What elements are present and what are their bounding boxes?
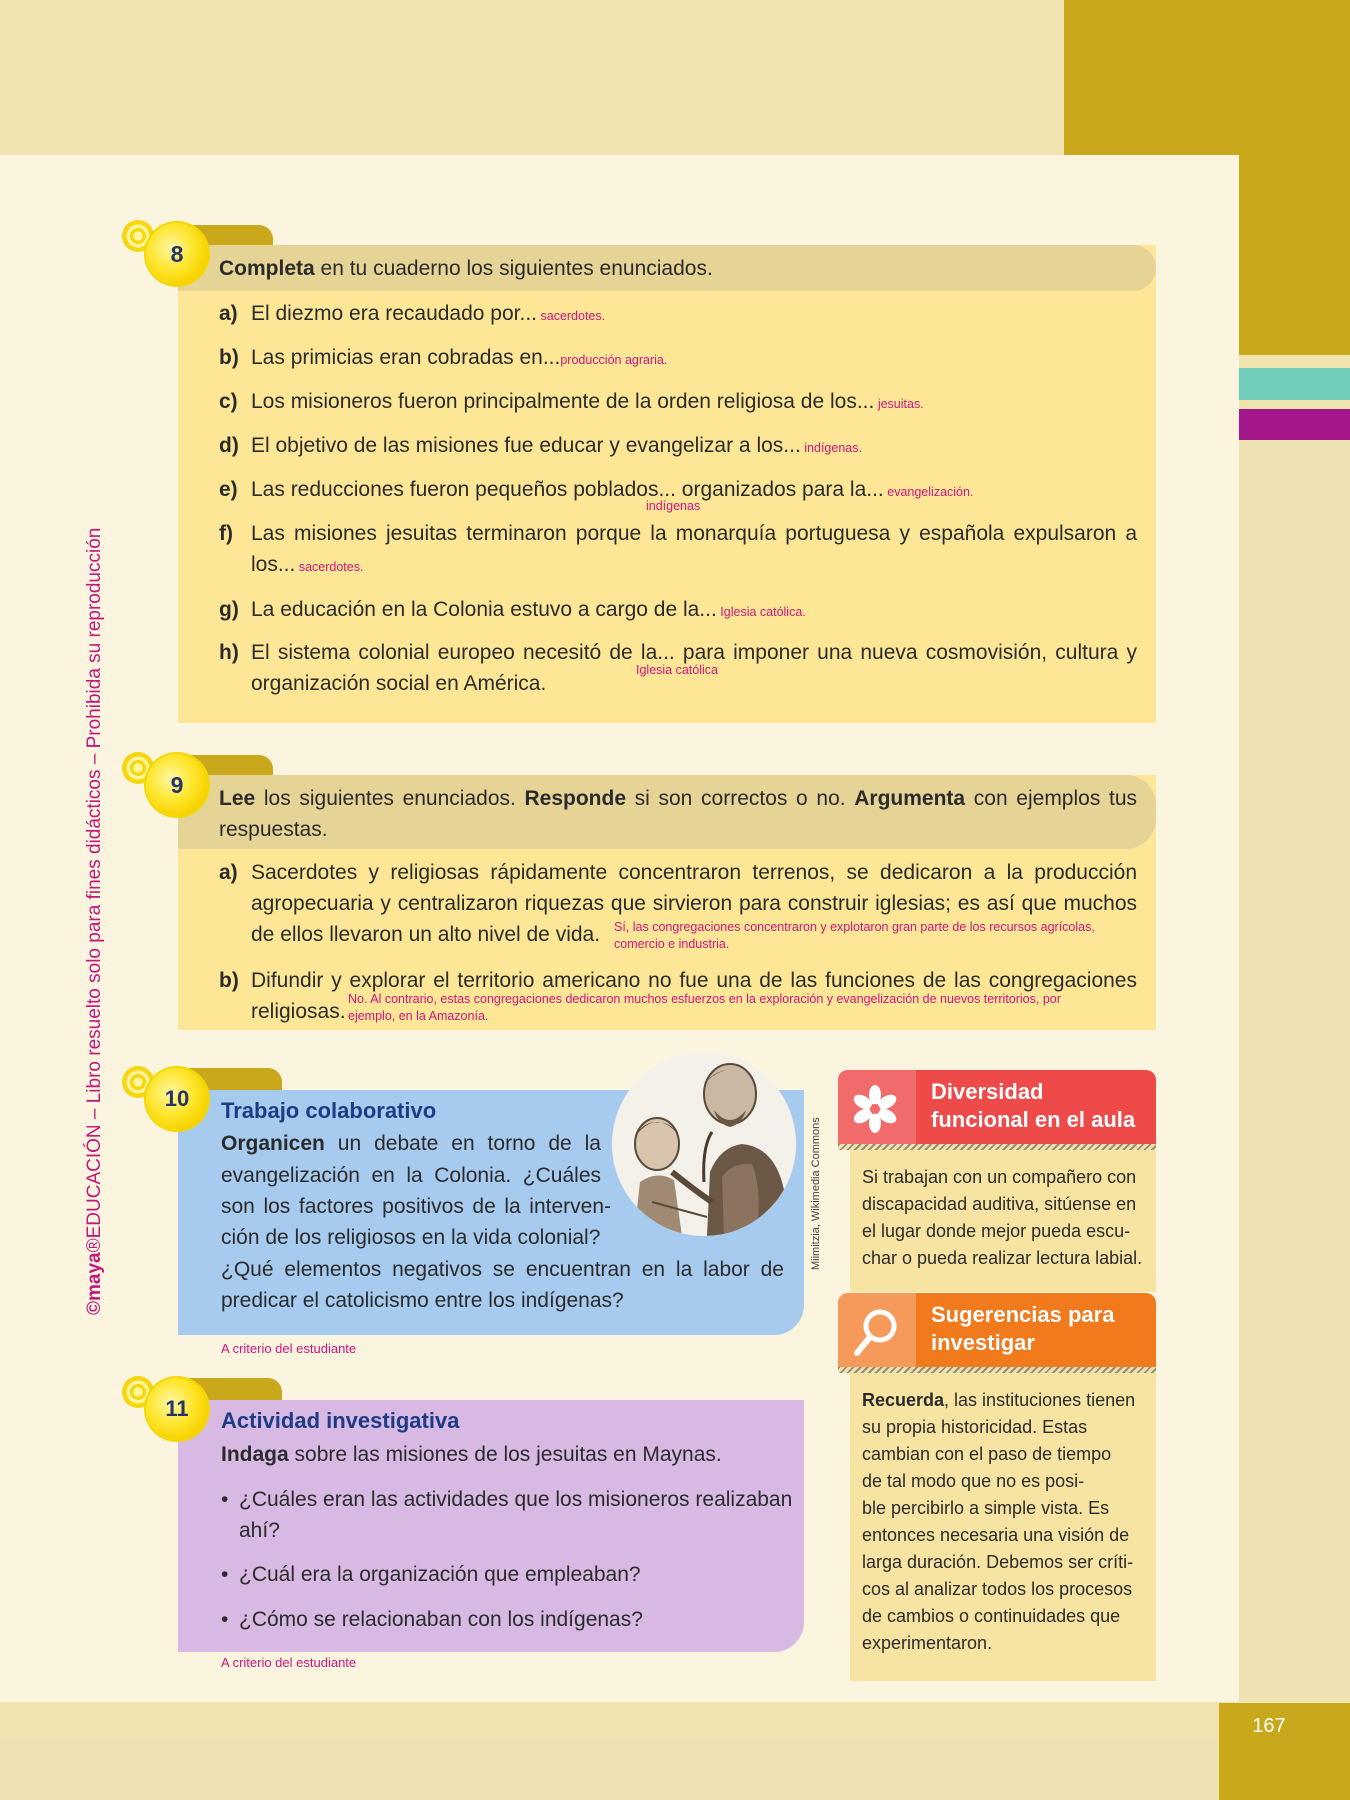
sec8-item-b <box>219 342 1137 373</box>
research-card-body <box>850 1373 1156 1681</box>
answer-text: evangelización. <box>883 485 974 499</box>
sec8-item-d <box>219 430 1137 461</box>
sec10-number-badge: 10 <box>146 1068 208 1130</box>
diversity-card-body <box>850 1150 1156 1292</box>
copyright-side-text <box>84 485 106 1315</box>
sec8-number-badge: 8 <box>146 223 208 285</box>
title-line: Sugerencias para <box>931 1302 1115 1327</box>
item-label: b) <box>219 346 239 369</box>
copyright-notice: ®EDUCACIÓN – Libro resuelto solo para fines didácticos – Prohibida su reproducción <box>84 527 105 1253</box>
item-text: Las primicias eran cobradas en... <box>251 346 561 369</box>
sec11-bullet-2: ¿Cuál era la organización que empleaban? <box>239 1563 641 1586</box>
page-number: 167 <box>1252 1715 1286 1737</box>
card-line <box>850 1387 1156 1414</box>
answer-text: indígenas. <box>800 441 862 455</box>
card-line: char o pueda realizar lectura labial. <box>862 1248 1143 1268</box>
item-label: h) <box>219 641 239 664</box>
card-line: cos al analizar todos los procesos <box>862 1579 1133 1599</box>
item-text: Las reducciones fueron pequeños poblados... organizados para la... <box>251 478 884 501</box>
sec8-item-e-annotation: indígenas <box>646 499 701 513</box>
bullet-dot: • <box>221 1608 229 1631</box>
sec10-line-6: predicar el catolicismo entre los indígenas? <box>221 1289 624 1312</box>
sec11-intro <box>221 1439 722 1470</box>
bullet-dot: • <box>221 1488 229 1511</box>
card-line: discapacidad auditiva, sitúense en <box>862 1194 1137 1214</box>
verb-indaga: Indaga <box>221 1443 289 1466</box>
card-line: experimentaron. <box>862 1633 993 1653</box>
asterisk-flower-icon <box>838 1070 916 1148</box>
right-margin <box>1239 440 1350 1702</box>
sec9-item-b-text: Difundir y explorar el territorio americano no fue una de las funciones de las congregaciones religiosas. <box>251 969 1137 1023</box>
sec9-item-a-answer-1: Sí, las congregaciones concentraron y explotaron gran parte de los recursos agrícolas, <box>614 920 1095 934</box>
sec8-item-h-annotation: Iglesia católica <box>636 663 718 677</box>
sec9-item-a-text: Sacerdotes y religiosas rápidamente concentraron terrenos, se dedicaron a la producción agropecuaria y centralizaron riquezas que sirvieron para construir iglesias; es así que muchos de ellos llevaron un alto nivel de vida. <box>251 861 1137 946</box>
sec10-line-1 <box>221 1128 601 1159</box>
item-text: La educación en la Colonia estuvo a cargo de la... <box>251 598 717 621</box>
verb-responde: Responde <box>524 787 627 810</box>
answer-text: jesuitas. <box>874 397 924 411</box>
verb-lee: Lee <box>219 787 256 810</box>
top-band <box>0 0 1064 155</box>
item-text: Los misioneros fueron principalmente de la orden religiosa de los... <box>251 390 875 413</box>
answer-text: sacerdotes. <box>537 309 606 323</box>
research-card-title <box>931 1301 1114 1357</box>
magnifier-svg <box>838 1293 916 1371</box>
card-line: de tal modo que no es posi- <box>862 1471 1085 1491</box>
sec10-line-2: evangelización en la Colonia. ¿Cuáles <box>221 1164 601 1187</box>
sec10-criterio: A criterio del estudiante <box>221 1341 357 1356</box>
card-line: su propia historicidad. Estas <box>862 1417 1088 1437</box>
magenta-strip <box>1239 409 1350 440</box>
sec8-item-c <box>219 386 1137 417</box>
verb-argumenta: Argumenta <box>854 787 966 810</box>
card-line: entonces necesaria una visión de <box>862 1525 1130 1545</box>
card-line: de cambios o continuidades que <box>862 1606 1121 1626</box>
item-label: a) <box>219 302 238 325</box>
card-line: larga duración. Debemos ser críti- <box>862 1552 1134 1572</box>
item-label: g) <box>219 598 239 621</box>
diversity-card-header <box>838 1070 1156 1148</box>
research-card-header <box>838 1293 1156 1371</box>
title-line: funcional en el aula <box>931 1107 1136 1132</box>
item-label: f) <box>219 522 233 545</box>
sec9-number-badge: 9 <box>146 754 208 816</box>
heading-text: si son correctos o no. <box>626 787 855 810</box>
sec8-heading <box>219 253 713 284</box>
sec8-item-a <box>219 298 1137 329</box>
heading-text: con ejemplos tus respuestas. <box>219 787 1138 841</box>
answer-text: sacerdotes. <box>295 560 364 574</box>
line-text: , las instituciones tienen <box>944 1390 1136 1410</box>
corner-gold-block <box>1064 0 1350 155</box>
friar-illustration <box>612 1052 796 1236</box>
image-credit: Miimitzia, Wikimedia Commons <box>810 1117 822 1270</box>
verb-recuerda: Recuerda <box>862 1390 945 1410</box>
bottom-band <box>0 1740 1350 1800</box>
card-line: cambian con el paso de tiempo <box>862 1444 1112 1464</box>
diversity-card-title <box>931 1078 1135 1134</box>
friar-and-child-drawing <box>612 1052 796 1236</box>
sec11-criterio: A criterio del estudiante <box>221 1655 357 1670</box>
item-label: b) <box>219 969 239 992</box>
sec8-heading-text: en tu cuaderno los siguientes enunciados. <box>314 257 713 280</box>
heading-text: los siguientes enunciados. <box>255 787 525 810</box>
sec10-line-5: ¿Qué elementos negativos se encuentran en la labor de <box>221 1258 784 1281</box>
sec9-item-a-answer-2: comercio e industria. <box>614 937 730 951</box>
sec8-heading-verb: Completa <box>219 257 315 280</box>
item-label: d) <box>219 434 239 457</box>
card-line: el lugar donde mejor pueda escu- <box>862 1221 1131 1241</box>
item-text: El objetivo de las misiones fue educar y evangelizar a los... <box>251 434 801 457</box>
intro-text: sobre las misiones de los jesuitas en Maynas. <box>288 1443 722 1466</box>
teal-strip <box>1239 368 1350 400</box>
title-line: Diversidad <box>931 1079 1044 1104</box>
sec8-item-g <box>219 594 1137 625</box>
title-line: investigar <box>931 1330 1035 1355</box>
sec9-item-b-answer-1: No. Al contrario, estas congregaciones dedicaron muchos esfuerzos en la exploración y evangelización de nuevos territorios, por <box>348 992 1061 1006</box>
sec11-title: Actividad investigativa <box>221 1408 460 1433</box>
card-line: ble percibirlo a simple vista. Es <box>862 1498 1110 1518</box>
sec8-item-f <box>219 518 1137 580</box>
sec11-bullet-1: ¿Cuáles eran las actividades que los misioneros realizaban ahí? <box>239 1488 793 1542</box>
item-label: c) <box>219 390 238 413</box>
magnifier-icon <box>838 1293 916 1371</box>
item-label: a) <box>219 861 238 884</box>
item-label: e) <box>219 478 238 501</box>
sec10-line-3: son los factores positivos de la interven- <box>221 1195 611 1218</box>
item-text: El diezmo era recaudado por... <box>251 302 538 325</box>
answer-text: Iglesia católica. <box>716 605 806 619</box>
item-text: Las misiones jesuitas terminaron porque la monarquía portuguesa y española expulsaron a los... <box>251 522 1137 576</box>
sec10-title: Trabajo colaborativo <box>221 1098 437 1123</box>
card-line: Si trabajan con un compañero con <box>862 1167 1137 1187</box>
line-text: un debate en torno de la <box>324 1132 601 1155</box>
sec10-line-4: ción de los religiosos en la vida colonial? <box>221 1226 601 1249</box>
item-text: El sistema colonial europeo necesitó de la... para imponer una nueva cosmovisión, cultura y organización social en América. <box>251 641 1137 695</box>
answer-text: producción agraria. <box>560 353 668 367</box>
bullet-dot: • <box>221 1563 229 1586</box>
brand-name: ©maya <box>84 1252 105 1315</box>
verb-organicen: Organicen <box>221 1132 325 1155</box>
sec9-heading <box>219 783 1137 845</box>
gold-column <box>1239 155 1350 355</box>
sec11-bullet-3: ¿Cómo se relacionaban con los indígenas? <box>239 1608 643 1631</box>
asterisk-flower-svg <box>838 1070 916 1148</box>
sec11-number-badge: 11 <box>146 1378 208 1440</box>
sec9-item-b-answer-2: ejemplo, en la Amazonía. <box>348 1009 489 1023</box>
